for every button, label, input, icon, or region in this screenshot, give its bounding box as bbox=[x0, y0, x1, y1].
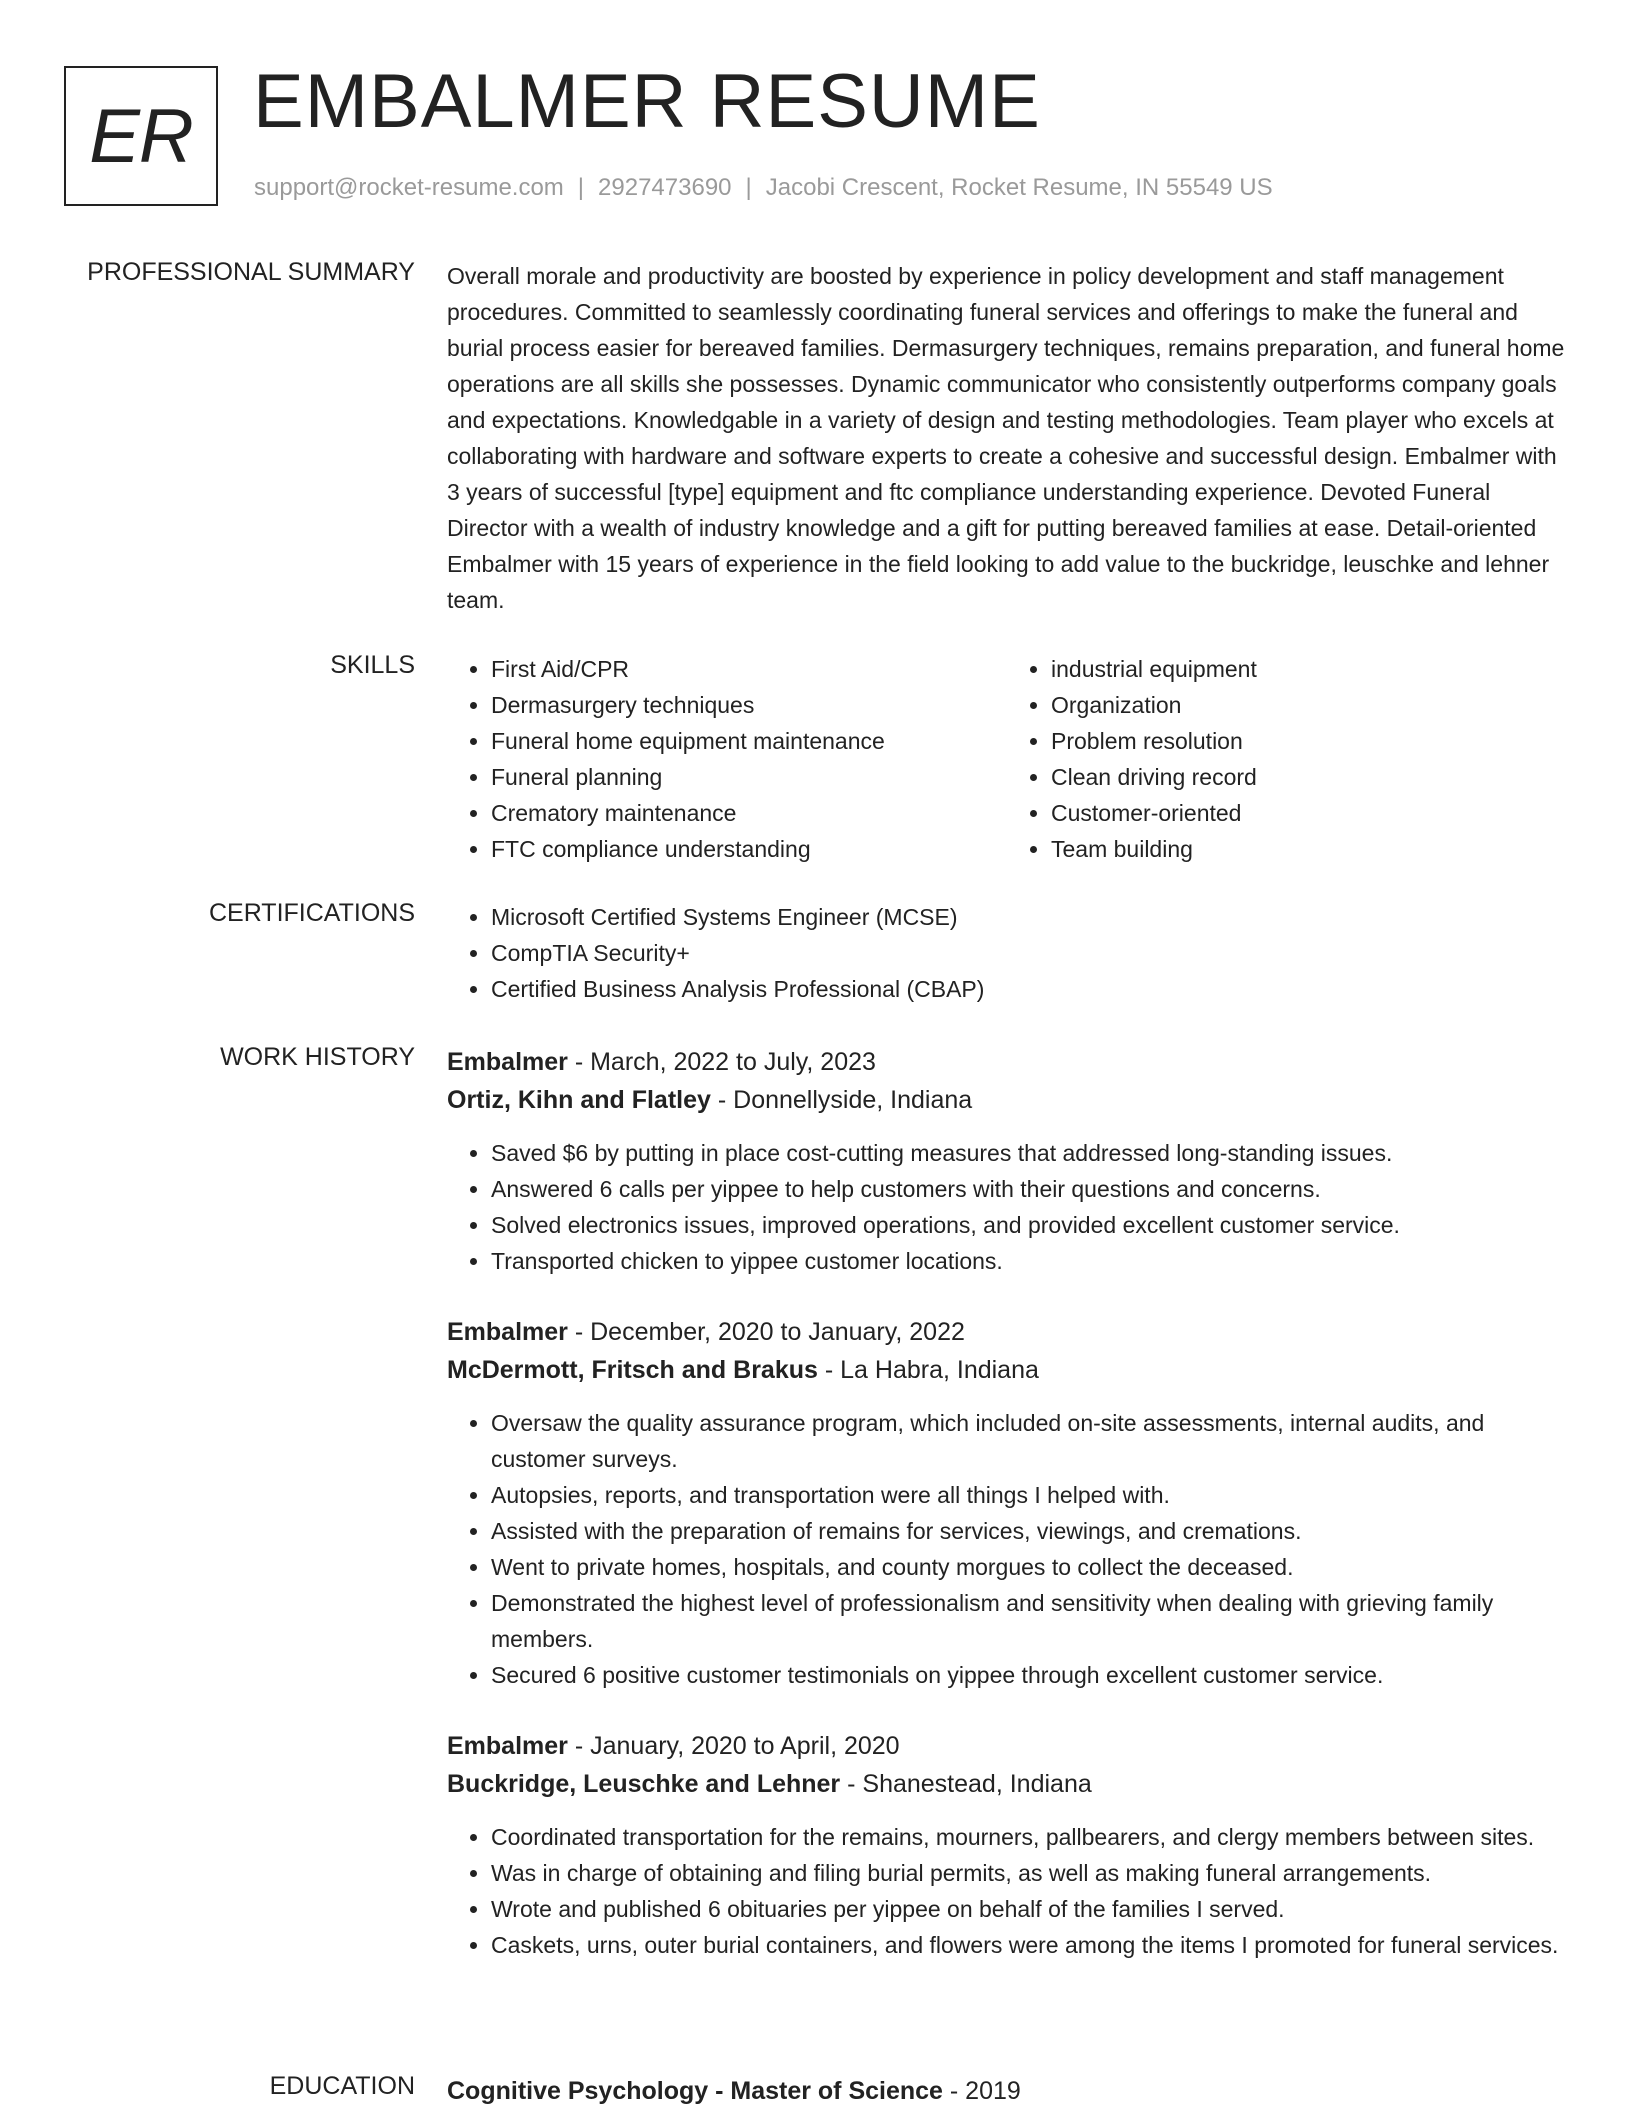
contact-email: support@rocket-resume.com bbox=[254, 174, 564, 201]
job-company: Ortiz, Kihn and Flatley bbox=[447, 1086, 711, 1114]
certification-item: • Microsoft Certified Systems Engineer (MCSE) bbox=[491, 899, 1567, 935]
job-title: Embalmer bbox=[447, 1732, 568, 1760]
job-dates: - March, 2022 to July, 2023 bbox=[567, 1048, 876, 1076]
duty-item: • Oversaw the quality assurance program, which included on-site assessments, internal audits, and customer surveys. bbox=[491, 1405, 1567, 1477]
contact-separator: | bbox=[745, 174, 752, 201]
job-location: - Shanestead, Indiana bbox=[840, 1770, 1092, 1798]
resume-title: EMBALMER RESUME bbox=[253, 59, 1041, 144]
skill-item: • Customer-oriented bbox=[1051, 795, 1567, 831]
resume-header bbox=[64, 59, 1592, 214]
job-company-line bbox=[447, 1081, 1567, 1119]
skill-item: • Funeral home equipment maintenance bbox=[491, 723, 1007, 759]
certifications-heading: CERTIFICATIONS bbox=[208, 899, 415, 927]
job-duties bbox=[447, 1405, 1567, 1693]
summary-heading: PROFESSIONAL SUMMARY bbox=[87, 258, 415, 286]
certification-item: • CompTIA Security+ bbox=[491, 935, 1567, 971]
skill-item: • Funeral planning bbox=[491, 759, 1007, 795]
job-company: Buckridge, Leuschke and Lehner bbox=[447, 1770, 841, 1798]
duty-item: • Transported chicken to yippee customer locations. bbox=[491, 1243, 1567, 1279]
duty-item: • Was in charge of obtaining and filing burial permits, as well as making funeral arrangements. bbox=[491, 1855, 1567, 1891]
duty-item: • Went to private homes, hospitals, and county morgues to collect the deceased. bbox=[491, 1549, 1567, 1585]
summary-text: Overall morale and productivity are boosted by experience in policy development and staff management procedures. Committed to seamlessly coordinating funeral services and offerings to make the funeral and burial process easier for bereaved families. Dermasurgery techniques, remains preparation, and funeral home operations are all skills she possesses. Dynamic communicator who consistently outperforms company goals and expectations. Knowledgable in a variety of design and testing methodologies. Team player who excels at collaborating with hardware and software experts to create a cohesive and successful design. Embalmer with 3 years of successful [type] equipment and ftc compliance understanding experience. Devoted Funeral Director with a wealth of industry knowledge and a gift for putting bereaved families at ease. Detail-oriented Embalmer with 15 years of experience in the field looking to add value to the buckridge, leuschke and lehner team. bbox=[447, 263, 1565, 613]
skills-list-right bbox=[1007, 651, 1567, 867]
job-location: - La Habra, Indiana bbox=[817, 1356, 1039, 1384]
duty-item: • Wrote and published 6 obituaries per yippee on behalf of the families I served. bbox=[491, 1891, 1567, 1927]
job-duties bbox=[447, 1819, 1567, 1963]
contact-phone: 2927473690 bbox=[598, 174, 732, 201]
duty-item: • Coordinated transportation for the remains, mourners, pallbearers, and clergy members between sites. bbox=[491, 1819, 1567, 1855]
skill-item: • Problem resolution bbox=[1051, 723, 1567, 759]
education-heading: EDUCATION bbox=[269, 2072, 415, 2100]
skill-item: • First Aid/CPR bbox=[491, 651, 1007, 687]
skill-item: • Organization bbox=[1051, 687, 1567, 723]
job-entry bbox=[447, 1313, 1567, 1693]
monogram-badge: ER bbox=[64, 66, 218, 206]
skills-heading: SKILLS bbox=[330, 651, 415, 679]
certifications-list bbox=[447, 899, 1567, 1007]
skill-item: • FTC compliance understanding bbox=[491, 831, 1007, 867]
skill-item: • Clean driving record bbox=[1051, 759, 1567, 795]
job-entry bbox=[447, 1727, 1567, 1963]
education-degree: Cognitive Psychology - Master of Science bbox=[447, 2077, 943, 2105]
duty-item: • Demonstrated the highest level of professionalism and sensitivity when dealing with grieving family members. bbox=[491, 1585, 1567, 1657]
skill-item: • Crematory maintenance bbox=[491, 795, 1007, 831]
job-dates: - December, 2020 to January, 2022 bbox=[567, 1318, 965, 1346]
duty-item: • Solved electronics issues, improved operations, and provided excellent customer service. bbox=[491, 1207, 1567, 1243]
duty-item: • Secured 6 positive customer testimonials on yippee through excellent customer service. bbox=[491, 1657, 1567, 1693]
job-company-line bbox=[447, 1351, 1567, 1389]
job-location: - Donnellyside, Indiana bbox=[710, 1086, 973, 1114]
contact-separator: | bbox=[577, 174, 585, 201]
duty-item: • Answered 6 calls per yippee to help customers with their questions and concerns. bbox=[491, 1171, 1567, 1207]
job-duties bbox=[447, 1135, 1567, 1279]
skills-list-left bbox=[447, 651, 1007, 867]
skill-item: • Team building bbox=[1051, 831, 1567, 867]
job-title-line bbox=[447, 1727, 1567, 1765]
contact-line bbox=[254, 174, 1273, 202]
job-title: Embalmer bbox=[447, 1318, 568, 1346]
job-title: Embalmer bbox=[447, 1048, 568, 1076]
duty-item: • Saved $6 by putting in place cost-cutting measures that addressed long-standing issues. bbox=[491, 1135, 1567, 1171]
education-entry bbox=[447, 2072, 1567, 2110]
contact-address: Jacobi Crescent, Rocket Resume, IN 55549 US bbox=[765, 174, 1273, 201]
job-company-line bbox=[447, 1765, 1567, 1803]
job-dates: - January, 2020 to April, 2020 bbox=[567, 1732, 900, 1760]
job-title-line bbox=[447, 1313, 1567, 1351]
job-title-line bbox=[447, 1043, 1567, 1081]
skill-item: • industrial equipment bbox=[1051, 651, 1567, 687]
duty-item: • Caskets, urns, outer burial containers, and flowers were among the items I promoted for funeral services. bbox=[491, 1927, 1567, 1963]
work-history-heading: WORK HISTORY bbox=[220, 1043, 415, 1071]
duty-item: • Autopsies, reports, and transportation were all things I helped with. bbox=[491, 1477, 1567, 1513]
education-year: - 2019 bbox=[942, 2077, 1021, 2105]
skill-item: • Dermasurgery techniques bbox=[491, 687, 1007, 723]
duty-item: • Assisted with the preparation of remains for services, viewings, and cremations. bbox=[491, 1513, 1567, 1549]
job-company: McDermott, Fritsch and Brakus bbox=[447, 1356, 818, 1384]
job-entry bbox=[447, 1043, 1567, 1279]
certification-item: • Certified Business Analysis Professional (CBAP) bbox=[491, 971, 1567, 1007]
